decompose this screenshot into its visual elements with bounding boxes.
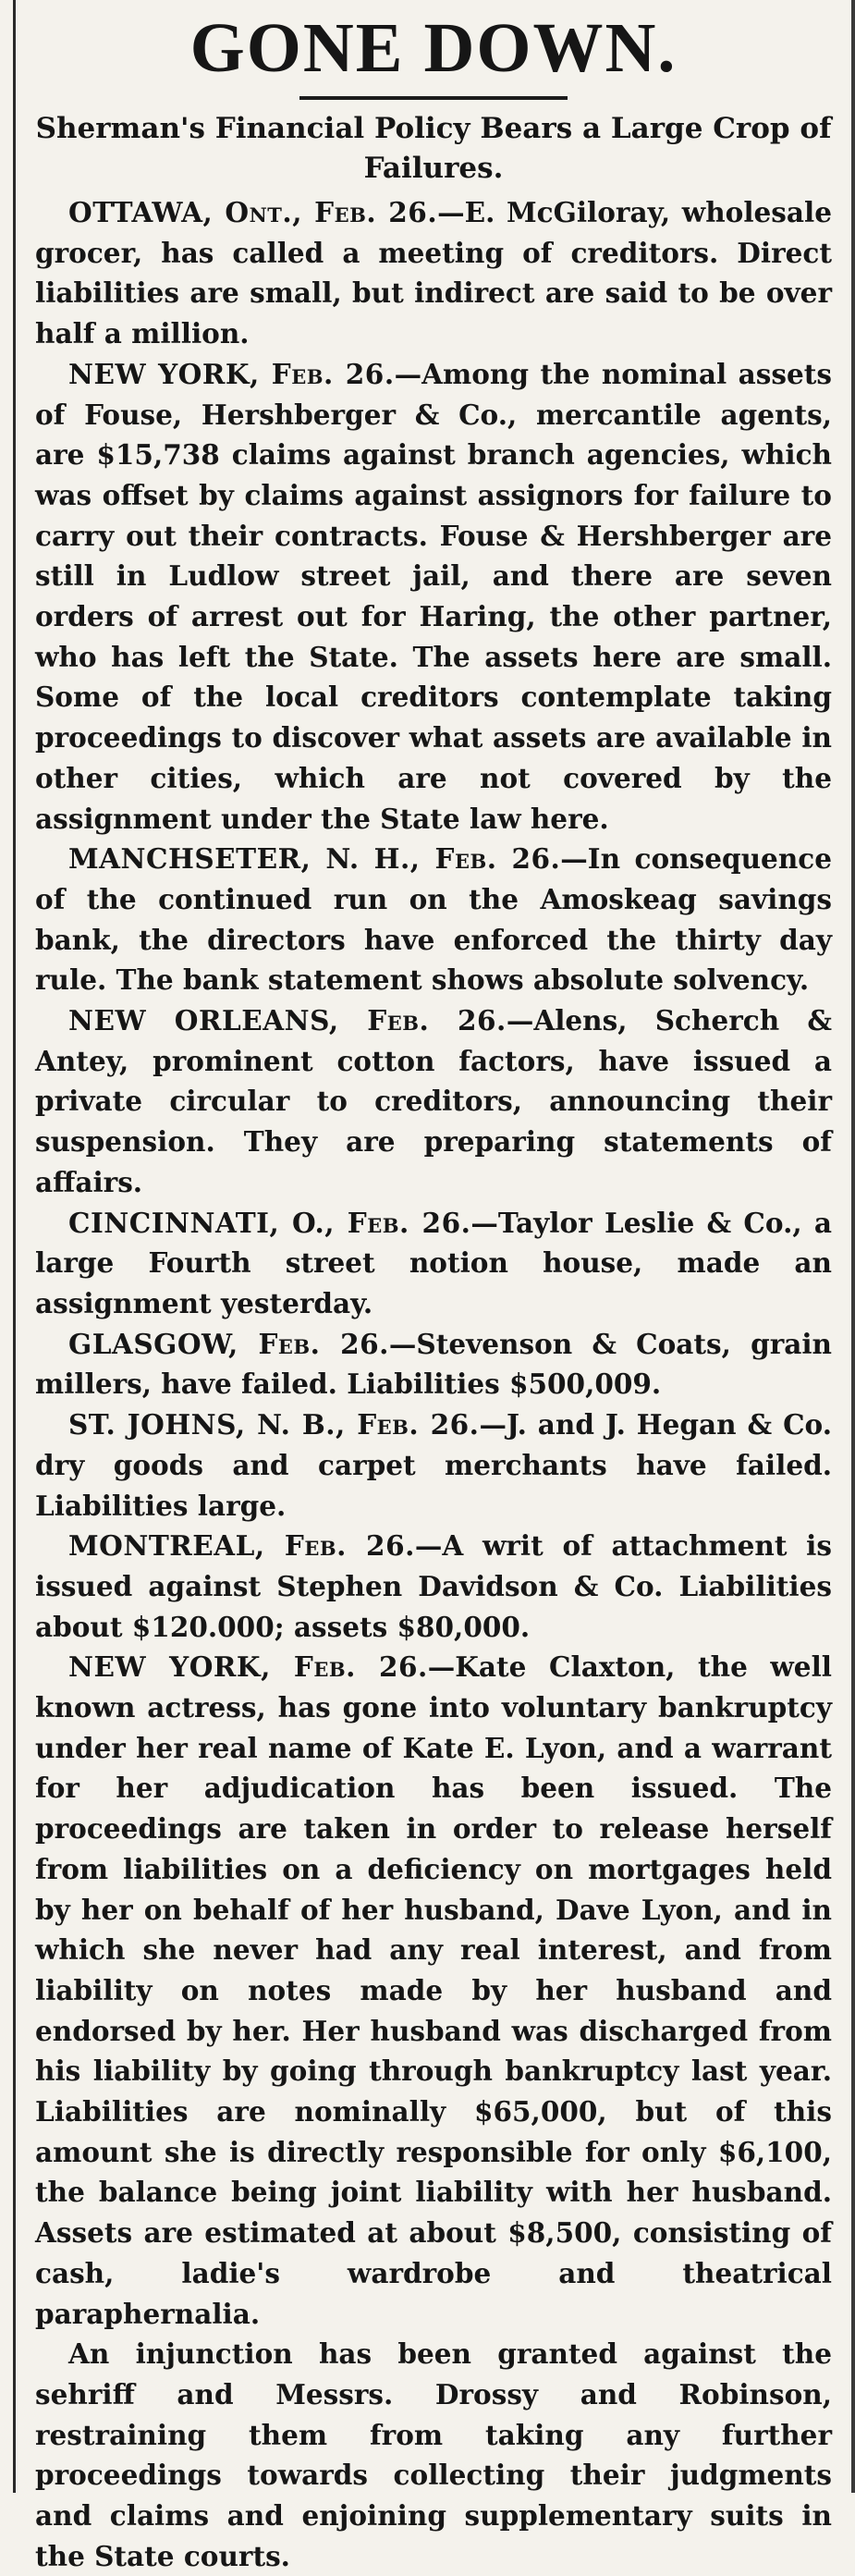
dispatch-new-york-claxton xyxy=(35,1647,832,2334)
column-rule-right xyxy=(851,0,855,2493)
dispatch-montreal xyxy=(35,1526,832,1647)
column-rule-left xyxy=(13,0,16,2493)
dispatch-text: An injunction has been granted against the sehriff and Messrs. Drossy and Robinson, restraining them from taking any further proceedings towards collecting their judgments and claims and enjoining supplementary suits in the State courts. xyxy=(35,2337,832,2572)
dateline: OTTAWA, Ont., Feb. 26. xyxy=(68,196,438,228)
subheadline: Sherman's Financial Policy Bears a Large Crop of Failures. xyxy=(35,112,832,185)
dateline: NEW YORK, Feb. 26. xyxy=(68,357,395,390)
dispatch-text: —A writ of attachment is issued against Stephen Davidson & Co. Liabilities about $120.000; assets $80,000. xyxy=(35,1529,832,1643)
dispatch-ottawa xyxy=(35,192,832,354)
dispatch-injunction xyxy=(35,2334,832,2576)
dateline: CINCINNATI, O., Feb. 26. xyxy=(68,1206,471,1239)
dispatch-text: —Among the nominal assets of Fouse, Hershberger & Co., mercantile agents, are $15,738 claims against branch agencies, which was offset by claims against assignors for failure to carry out their contracts. Fouse & Hershberger are still in Ludlow street jail, and there are seven orders of arrest out for Haring, the other partner, who has left the State. The assets here are small. Some of the local creditors contemplate taking proceedings to discover what assets are available in other cities, which are not covered by the assignment under the State law here. xyxy=(35,357,832,835)
headline-rule xyxy=(299,96,568,100)
dateline: ST. JOHNS, N. B., Feb. 26. xyxy=(68,1408,480,1441)
dispatch-text: —E. McGiloray, wholesale grocer, has called a meeting of creditors. Direct liabilities are small, but indirect are said to be over half a million. xyxy=(35,196,833,350)
dispatch-st-johns xyxy=(35,1405,832,1526)
dispatch-glasgow xyxy=(35,1324,832,1405)
dispatch-new-orleans xyxy=(35,1000,832,1203)
dispatch-text: —In consequence of the continued run on the Amoskeag savings bank, the directors have enforced the thirty day rule. The bank statement shows absolute solvency. xyxy=(35,842,832,997)
dispatch-text: —Kate Claxton, the well known actress, has gone into voluntary bankruptcy under her real name of Kate E. Lyon, and a warrant for her adjudication has been issued. The proceedings are taken in order to release herself from liabilities on a deficiency on mortgages held by her on behalf of her husband, Dave Lyon, and in which she never had any real interest, and from liability on notes made by her husband and endorsed by her. Her husband was discharged from his liability by going through bankruptcy last year. Liabilities are nominally $65,000, but of this amount she is directly responsible for only $6,100, the balance being joint liability with her husband. Assets are estimated at about $8,500, consisting of cash, ladie's wardrobe and theatrical paraphernalia. xyxy=(35,1650,832,2330)
dateline: NEW ORLEANS, Feb. 26. xyxy=(68,1004,507,1037)
news-article xyxy=(35,4,832,2576)
dispatch-text: —J. and J. Hegan & Co. dry goods and carpet merchants have failed. Liabilities large. xyxy=(35,1408,832,1522)
dispatch-text: —Stevenson & Coats, grain millers, have failed. Liabilities $500,009. xyxy=(35,1327,833,1401)
dateline: MONTREAL, Feb. 26. xyxy=(68,1529,415,1563)
dispatch-manchester xyxy=(35,839,832,1000)
dateline: GLASGOW, Feb. 26. xyxy=(68,1327,389,1360)
dispatch-cincinnati xyxy=(35,1203,832,1324)
dateline: MANCHSETER, N. H., Feb. 26. xyxy=(68,842,561,876)
dateline: NEW YORK, Feb. 26. xyxy=(68,1650,428,1684)
dispatch-text: —Taylor Leslie & Co., a large Fourth street notion house, made an assignment yesterday. xyxy=(35,1206,832,1319)
dispatch-text: —Alens, Scherch & Antey, prominent cotton factors, have issued a private circular to creditors, announcing their suspension. They are preparing statements of affairs. xyxy=(35,1004,832,1198)
dispatch-new-york-fouse xyxy=(35,354,832,839)
headline: GONE DOWN. xyxy=(189,9,678,87)
